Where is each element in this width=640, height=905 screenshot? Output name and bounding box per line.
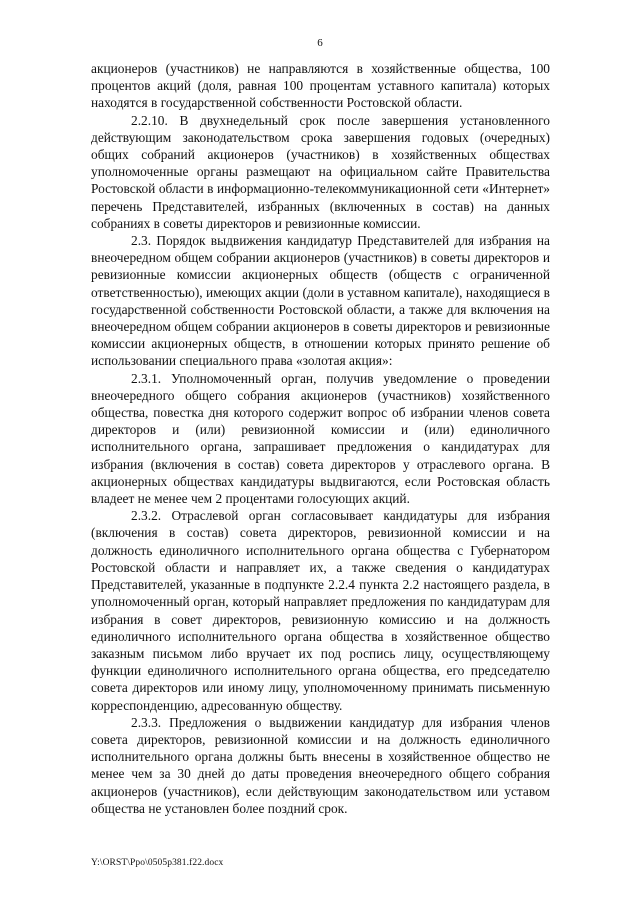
paragraph-continuation: акционеров (участников) не направляются в хозяйственные общества, 100 процентов акций (доля, равная 100 процентам уставного капитала) которых находятся в государственной собственности Ростовской области.	[91, 61, 550, 111]
paragraph-2-3-3: 2.3.3. Предложения о выдвижении кандидатур для избрания членов совета директоров, ревизионной комиссии и на должность единоличного исполнительного органа должны быть внесены в хозяйственное общество не менее чем за 30 дней до даты проведения внеочередного общего собрания акционеров (участников), если действующим законодательством или уставом общества не установлен более поздний срок.	[91, 714, 550, 816]
paragraph-2-2-10: 2.2.10. В двухнедельный срок после завершения установленного действующим законодательством срока завершения годовых (очередных) общих собраний акционеров (участников) в хозяйственных обществах уполномоченные органы размещают на официальном сайте Правительства Ростовской области в информационно-телекоммуникационной сети «Интернет» перечень Представителей, избранных (включенных в состав) на данных собраниях в советы директоров и ревизионные комиссии.	[91, 112, 550, 231]
paragraph-2-3-2: 2.3.2. Отраслевой орган согласовывает кандидатуры для избрания (включения в состав) совета директоров, ревизионной комиссии и на должность единоличного исполнительного органа общества с Губернатором Ростовской области и направляет их, а также сведения о кандидатурах Представителей, указанные в подпункте 2.2.4 пункта 2.2 настоящего раздела, в уполномоченный орган, который направляет предложения по кандидатурам для избрания в совет директоров, ревизионную комиссию и на должность единоличного исполнительного органа общества в хозяйственное общество заказным письмом либо вручает их под роспись лицу, осуществляющему функции единоличного исполнительного органа общества, его председателю совета директоров или иному лицу, уполномоченному принимать письменную корреспонденцию, адресованную обществу.	[91, 508, 550, 713]
paragraph-2-3-1: 2.3.1. Уполномоченный орган, получив уведомление о проведении внеочередного общего собрания акционеров (участников) хозяйственного общества, повестка дня которого содержит вопрос об избрании членов совета директоров и (или) ревизионной комиссии и (или) единоличного исполнительного органа, запрашивает предложения о кандидатурах для избрания (включения в состав) совета директоров у отраслевого органа. В акционерных обществах кандидатуры выдвигаются, если Ростовская область владеет не менее чем 2 процентами голосующих акций.	[91, 370, 550, 507]
footer-file-path: Y:\ORST\Ppo\0505p381.f22.docx	[91, 858, 224, 868]
paragraph-2-3: 2.3. Порядок выдвижения кандидатур Представителей для избрания на внеочередном общем собрании акционеров (участников) в советы директоров и ревизионные комиссии акционерных обществ (обществ с ограниченной ответственностью), имеющих акции (доли в уставном капитале), находящиеся в государственной собственности Ростовской области, а также для включения на внеочередном общем собрании акционеров в советы директоров и ревизионные комиссии акционерных обществ, в отношении которых принято решение об использовании специального права «золотая акция»:	[91, 233, 550, 369]
document-body	[91, 60, 550, 817]
page-number: 6	[317, 37, 323, 49]
